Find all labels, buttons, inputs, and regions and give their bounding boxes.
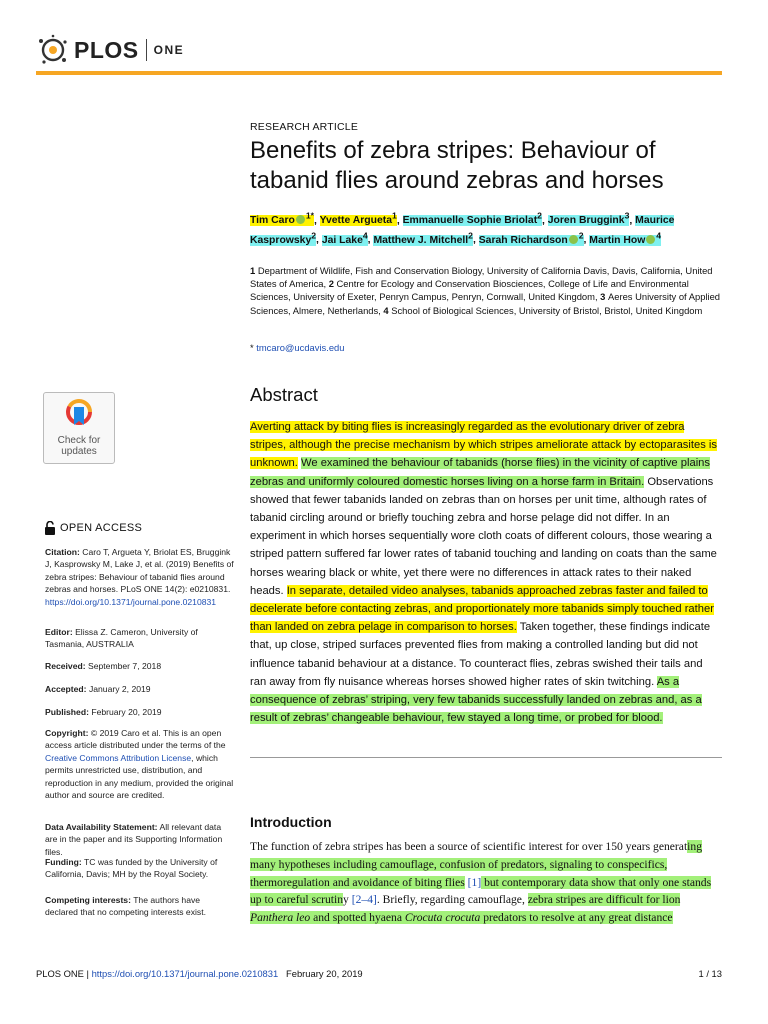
editor-text: Elissa Z. Cameron, University of Tasmania, AUSTRALIA — [45, 627, 198, 650]
author-name: Matthew J. Mitchell — [373, 234, 469, 246]
author-name: Tim Caro — [250, 215, 295, 227]
author[interactable] — [547, 211, 630, 227]
received-label: Received: — [45, 661, 86, 671]
page-footer — [36, 968, 722, 979]
reference-link-1[interactable]: [1] — [467, 875, 482, 889]
received-text: September 7, 2018 — [88, 661, 162, 671]
abstract-segment: We examined the behaviour of tabanids (horse flies) in the vicinity of captive plains zebras and uniformly coloured domestic horses living on a horse farm in Britain. — [250, 457, 710, 488]
introduction-text — [250, 838, 722, 927]
author-affiliation-mark: 2 — [578, 230, 584, 241]
footer-date: February 20, 2019 — [286, 968, 363, 979]
affiliation-number: 3 — [600, 291, 608, 303]
affiliation-text: School of Biological Sciences, University of Bristol, Bristol, United Kingdom — [391, 304, 703, 316]
intro-text-2: ing many hypotheses including camouflage, confusion of predators, signaling to conspecifics, thermoregulation and avoidance of biting flies — [250, 840, 702, 889]
affiliation-text: Centre for Ecology and Conservation Biosciences, College of Life and Environmental Sciences, University of Exeter, Penryn Campus, Penryn, Cornwall, United Kingdom, — [250, 278, 689, 303]
competing-interests-block — [45, 894, 235, 919]
intro-text-3: but contemporary data show that only one stands up to careful scrutin — [250, 875, 712, 907]
affiliation-number: 4 — [383, 304, 392, 316]
email-link[interactable]: tmcaro@ucdavis.edu — [256, 342, 345, 353]
orcid-icon[interactable] — [569, 235, 578, 244]
author-list: Tim Caro $^{1*}$, Yvette Argueta$^1$, Emmanuelle Sophie Briolat$^2$, Joren Bruggink$^3$, Maurice Kasprowsky$^2$, Jai Lake$^4$, Matthew J. Mitchell$^2$, Sarah Richardson $^2$, Martin How $^4$ — [250, 211, 675, 246]
received-block — [45, 660, 235, 672]
funding-block — [45, 856, 235, 881]
copyright-block — [45, 727, 235, 801]
data-availability-block — [45, 821, 235, 858]
corresponding-email — [250, 342, 722, 353]
article-title: Benefits of zebra stripes: Behaviour of tabanid flies around zebras and horses — [250, 137, 664, 194]
citation-block — [45, 546, 235, 608]
citation-text: Caro T, Argueta Y, Briolat ES, Bruggink J, Kasprowsky M, Lake J, et al. (2019) Benefits of zebra stripes: Behaviour of tabanid flies around zebras and horses. PLoS ONE 14(2): e0210831. — [45, 547, 234, 595]
intro-text-10: predators to resolve at any great distance — [480, 911, 673, 925]
affiliation-number: 2 — [328, 278, 337, 290]
logo-text: PLOS — [74, 36, 139, 63]
open-access-text: OPEN ACCESS — [60, 522, 143, 534]
abstract-segment: As a consequence of zebras’ striping, very few tabanids successfully landed on zebras and, as a result of zebras’ changeable behaviour, few stayed a long time, or probed for blood. — [250, 675, 702, 725]
intro-text-6: zebra stripes are difficult for lion — [527, 893, 681, 907]
bookmark-icon — [66, 399, 92, 433]
author[interactable] — [373, 230, 473, 246]
published-label: Published: — [45, 707, 89, 717]
orcid-icon[interactable] — [646, 235, 655, 244]
citation-doi-link[interactable]: https://doi.org/10.1371/journal.pone.0210831 — [45, 596, 217, 607]
page-number: 1 / 13 — [698, 968, 722, 979]
author-name: Joren Bruggink — [547, 215, 625, 227]
copyright-text: © 2019 Caro et al. This is an open access article distributed under the terms of the — [45, 728, 226, 751]
logo-sub: ONE — [153, 43, 185, 57]
author-affiliation-mark: 2 — [537, 211, 542, 221]
copyright-text-end: , which permits unrestricted use, distribution, and reproduction in any medium, provided the original author and source are credited. — [45, 752, 234, 801]
open-access-label — [44, 521, 142, 535]
asterisk: * — [250, 342, 254, 353]
license-link[interactable]: Creative Commons Attribution License — [45, 752, 192, 763]
badge-line1: Check for — [57, 435, 101, 446]
orcid-icon[interactable] — [296, 215, 305, 224]
editor-block — [45, 626, 235, 651]
competing-interests-label: Competing interests: — [45, 895, 131, 905]
abstract-segment: Observations showed that fewer tabanids landed on zebras than on horses per unit time, although rates of tabanid circling around or briefly touching zebra and horse pelage did not differ. In an experiment in which horses sequentially wore cloth coats of different colours, those wearing a striped pattern suffered far lower rates of tabanid touching and landing on coats than the same horses wearing black or white, yet there were no differences in attack rates to their naked heads. — [250, 475, 717, 597]
author-affiliation-mark: 2 — [311, 230, 317, 241]
author[interactable] — [478, 230, 584, 246]
article-type: RESEARCH ARTICLE — [250, 121, 359, 133]
author[interactable] — [319, 211, 397, 227]
funding-label: Funding: — [45, 857, 82, 867]
data-availability-label: Data Availability Statement: — [45, 822, 158, 832]
abstract-text — [250, 418, 720, 727]
abstract-segment: Taken together, these findings indicate that, up close, striped surfaces prevented flies from making a controlled landing but did not influence tabanid behaviour at a distance. To counteract flies, zebras swished their tails and ran away from fly nuisance whereas horses showed higher rates of skin twitching. — [250, 621, 711, 688]
badge-line2: updates — [61, 446, 97, 457]
footer-journal: PLOS ONE | — [36, 968, 89, 979]
author[interactable] — [589, 230, 662, 246]
published-text: February 20, 2019 — [91, 707, 162, 717]
competing-interests-text: The authors have declared that no competing interests exist. — [45, 895, 206, 918]
intro-text-4: y — [343, 893, 352, 907]
badge-text — [44, 435, 114, 457]
data-availability-text: All relevant data are in the paper and its Supporting Information files. — [45, 822, 223, 857]
funding-text: TC was funded by the University of California, Davis; MH by the Royal Society. — [45, 857, 218, 880]
copyright-label: Copyright: — [45, 728, 89, 738]
plos-logo[interactable] — [36, 30, 184, 70]
abstract-heading: Abstract — [250, 384, 318, 405]
intro-text-1: The function of zebra stripes has been a source of scientific interest for over 150 years generat — [250, 840, 688, 853]
author-affiliation-mark: 4 — [656, 230, 662, 241]
author-name: Martin How — [589, 234, 646, 246]
author-name: Jai Lake — [321, 234, 363, 246]
accepted-text: January 2, 2019 — [88, 684, 151, 694]
author-name: Maurice Kasprowsky — [250, 215, 675, 246]
author-affiliation-mark: 4 — [362, 230, 368, 241]
affiliation-text: Department of Wildlife, Fish and Conservation Biology, University of California Davis, Davis, California, United States of America, — [250, 265, 713, 290]
affiliation-number: 1 — [250, 265, 258, 276]
reference-link-2[interactable]: [2–4] — [351, 893, 377, 907]
header-rule — [36, 71, 722, 75]
intro-species-2: Crocuta crocuta — [404, 911, 481, 925]
abstract-segment: In separate, detailed video analyses, tabanids approached zebras faster and failed to decelerate before contacting zebras, and proportionately more tabanids simply touched rather than landed on zebra pelage in comparison to horses. — [250, 584, 714, 634]
author-name: Sarah Richardson — [478, 234, 568, 246]
author[interactable] — [402, 211, 542, 227]
footer-citation — [36, 968, 363, 979]
affiliation-text: Aeres University of Applied Sciences, Almere, Netherlands, — [250, 291, 721, 316]
introduction-heading: Introduction — [250, 814, 332, 830]
footer-doi-link[interactable]: https://doi.org/10.1371/journal.pone.0210831 — [91, 968, 279, 979]
author-affiliation-mark: 2 — [468, 230, 473, 241]
editor-label: Editor: — [45, 627, 73, 637]
published-block — [45, 706, 235, 718]
intro-species-1: Panthera leo — [250, 911, 311, 925]
accepted-block — [45, 683, 235, 695]
section-divider — [250, 757, 722, 758]
author-affiliation-mark: 3 — [624, 211, 630, 221]
check-for-updates-badge[interactable] — [43, 392, 115, 464]
accepted-label: Accepted: — [45, 684, 87, 694]
author-name: Yvette Argueta — [319, 215, 393, 227]
open-lock-icon — [44, 521, 56, 535]
affiliations — [250, 264, 722, 317]
author-affiliation-mark: 1 — [392, 211, 397, 221]
plos-logo-icon — [36, 33, 70, 67]
author[interactable] — [321, 230, 368, 246]
abstract-segment: Averting attack by biting flies is increasingly regarded as the evolutionary driver of zebra stripes, although the precise mechanism by which stripes ameliorate attack by ectoparasites is unknown. — [250, 421, 717, 470]
intro-text-5: . Briefly, regarding camouflage, — [376, 893, 528, 907]
author-affiliation-mark: 1* — [305, 211, 315, 221]
author-name: Emmanuelle Sophie Briolat — [402, 215, 538, 227]
logo-separator — [146, 39, 147, 61]
intro-text-8: and spotted hyaena — [310, 911, 405, 925]
author[interactable] — [250, 211, 315, 227]
citation-label: Citation: — [45, 547, 80, 557]
